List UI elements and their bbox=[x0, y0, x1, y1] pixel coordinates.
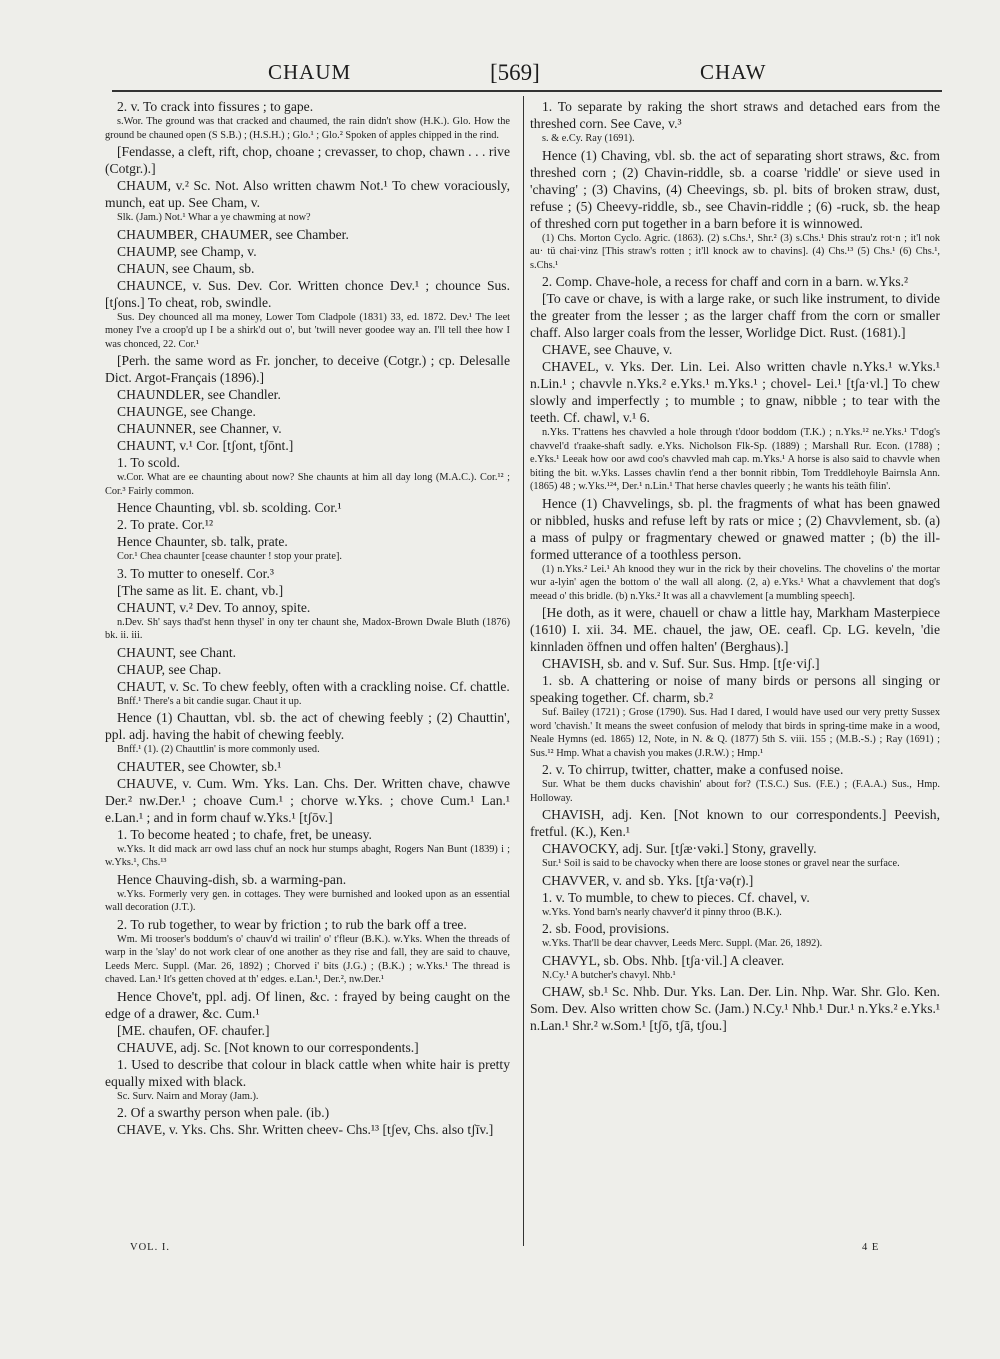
entry-paragraph: CHAVEL, v. Yks. Der. Lin. Lei. Also written chavle n.Yks.¹ w.Yks.¹ n.Lin.¹ ; chavvle n.Yks.² e.Yks.¹ m.Yks.¹ ; chovel- Lei.¹ [tʃa·vl.] To chew slowly and imperfectly ; to mumble ; to gnaw, nibble ; to tear with the teeth. Cf. chawl, v.¹ 6. bbox=[530, 359, 940, 425]
entry-paragraph: Hence Chaunting, vbl. sb. scolding. Cor.¹ bbox=[117, 500, 342, 515]
entry-paragraph: CHAUM, v.² Sc. Not. Also written chawm Not.¹ To chew voraciously, munch, eat up. See Cham, v. bbox=[105, 178, 510, 210]
citation-paragraph: w.Yks. It did mack arr owd lass chuf an nock hur stumps abaght, Rogers Nan Bunt (1839) i ; w.Yks.¹, Chs.¹³ bbox=[105, 843, 510, 868]
citation-paragraph: s. & e.Cy. Ray (1691). bbox=[542, 133, 635, 144]
left-column bbox=[105, 98, 510, 1138]
entry-paragraph: CHAW, sb.¹ Sc. Nhb. Dur. Yks. Lan. Der. Lin. Nhp. War. Shr. Glo. Ken. Som. Dev. Also written chow Sc. (Jam.) N.Cy.¹ Nhb.¹ Dur.¹ n.Yks.² e.Yks.¹ n.Lan.¹ Shr.² w.Som.¹ [tʃō, tʃā, tʃou.] bbox=[530, 984, 940, 1033]
entry-paragraph: CHAVOCKY, adj. Sur. [tʃæ·vəki.] Stony, gravelly. bbox=[542, 841, 817, 856]
entry-paragraph: 2. v. To chirrup, twitter, chatter, make a confused noise. bbox=[542, 762, 844, 777]
volume-label: VOL. I. bbox=[130, 1242, 170, 1253]
entry-paragraph: Hence Chauving-dish, sb. a warming-pan. bbox=[117, 871, 347, 887]
header-rule bbox=[112, 90, 942, 92]
citation-paragraph: N.Cy.¹ A butcher's chavyl. Nhb.¹ bbox=[542, 969, 676, 981]
citation-paragraph: Sc. Surv. Nairn and Moray (Jam.). bbox=[117, 1090, 259, 1102]
entry-paragraph: [He doth, as it were, chauell or chaw a little hay, Markham Masterpiece (1610) I. xii. 34. ME. chauel, the jaw, OE. ceafl. Cp. LG. keveln, 'die kinnladen öffnen und offen halten' (Berghaus).] bbox=[530, 605, 940, 654]
citation-paragraph: Sur. What be them ducks chavishin' about for? (T.S.C.) Sus. (F.E.) ; (F.A.A.) Sus., Hmp. Holloway. bbox=[530, 779, 940, 804]
citation-paragraph: Wm. Mi trooser's boddum's o' chauv'd wi trailin' o' t'fleur (B.K.). w.Yks. When the threads of warp in the 'slay' do not work clear of one another as they rise and fall, they are said to chauve, Leeds Merc. Suppl. (Mar. 26, 1892) ; Chorved i' bits (J.G.) ; (B.K.) ; w.Yks.¹ The thread is chaved. Lan.¹ It's getten choved at th' edges. e.Lan.¹, Der.², nw.Der.¹ bbox=[105, 933, 510, 985]
citation-paragraph: (1) n.Yks.² Lei.¹ Ah knood they wur in the rick by their chovelins. The chovelins o' the mortar wur a-lyin' agen the bottom o' the wall all along. (2, a) e.Yks.¹ What a chavvlement that dog's meead o' this bridle. (b) n.Yks.² It was all a chavvlement [a mumbling speech]. bbox=[530, 563, 940, 602]
entry-paragraph: 2. Comp. Chave-hole, a recess for chaff and corn in a barn. w.Yks.² bbox=[542, 274, 909, 289]
entry-paragraph: 1. Used to describe that colour in black cattle when white hair is pretty equally mixed with black. bbox=[105, 1056, 510, 1089]
entry-paragraph: CHAUNGE, see Change. bbox=[117, 404, 256, 419]
citation-paragraph: n.Dev. Sh' says thad'st henn thysel' in ony ter chaunt she, Madox-Brown Dwale Bluth (1876) bk. ii. iii. bbox=[105, 616, 510, 641]
column-divider bbox=[523, 96, 524, 1246]
entry-paragraph: CHAUVE, adj. Sc. [Not known to our correspondents.] bbox=[117, 1039, 419, 1055]
entry-paragraph: [ME. chaufen, OF. chaufer.] bbox=[117, 1022, 270, 1038]
entry-paragraph: 1. sb. A chattering or noise of many birds or persons all singing or speaking together. Cf. charm, sb.² bbox=[530, 673, 940, 705]
entry-paragraph: [Fendasse, a cleft, rift, chop, choane ; crevasser, to chop, chawn . . . rive (Cotgr.).] bbox=[105, 144, 510, 176]
entry-paragraph: CHAUNNER, see Channer, v. bbox=[117, 421, 282, 436]
citation-paragraph: s.Wor. The ground was that cracked and chaumed, the rain didn't show (H.K.). Glo. How the ground be chauned open (S S.B.) ; (H.S.H.) ; Glo.¹ ; Glo.² Spoken of apples chipped in the rind. bbox=[105, 116, 510, 141]
citation-paragraph: w.Yks. Formerly very gen. in cottages. They were burnished and looked upon as an essential wall decoration (J.T.). bbox=[105, 888, 510, 913]
entry-paragraph: [Perh. the same word as Fr. joncher, to deceive (Cotgr.) ; cp. Delesalle Dict. Argot-Français (1896).] bbox=[105, 353, 510, 385]
entry-paragraph: [To cave or chave, is with a large rake, or such like instrument, to divide the greater from the lesser ; as the larger chaff from the corn or smaller chaff. Also larger coals from the lesser, Worlidge Dict. Rust. (1681).] bbox=[530, 291, 940, 340]
citation-paragraph: Suf. Bailey (1721) ; Grose (1790). Sus. Had I dared, I would have used our very pretty Sussex word 'chavish.' It means the sweet confusion of melody that birds in spring-time make in a wood, Neale Hymns (ed. 1865) 12, Note, in N. & Q. (1877) 5th S. viii. 155 ; (M.B.-S.) ; Ray (1691) ; Sus.¹² Hmp. What a chavish you makes (J.R.W.) ; Hmp.¹ bbox=[530, 707, 940, 759]
right-column bbox=[530, 98, 940, 1034]
entry-paragraph: CHAVE, v. Yks. Chs. Shr. Written cheev- Chs.¹³ [tʃev, Chs. also tʃīv.] bbox=[117, 1122, 494, 1137]
citation-paragraph: (1) Chs. Morton Cyclo. Agric. (1863). (2) s.Chs.¹, Shr.² (3) s.Chs.¹ Dhis strau'z rot·n ; it'l nok au· tü chai·vinz [This straw's rotten ; it'll knock aw to chavins]. (4) Chs.¹³ (5) Chs.¹ (6) Chs.¹, s.Chs.¹ bbox=[530, 232, 940, 271]
citation-paragraph: Bnff.¹ There's a bit candie sugar. Chaut it up. bbox=[117, 695, 302, 707]
citation-paragraph: Bnff.¹ (1). (2) Chauttlin' is more commonly used. bbox=[117, 744, 320, 755]
entry-paragraph: CHAUP, see Chap. bbox=[117, 661, 222, 677]
entry-paragraph: CHAVISH, sb. and v. Suf. Sur. Sus. Hmp. [tʃe·viʃ.] bbox=[542, 656, 820, 671]
entry-paragraph: CHAUVE, v. Cum. Wm. Yks. Lan. Chs. Der. Written chave, chawve Der.² nw.Der.¹ ; choave Cum.¹ ; chorve w.Yks. ; chove Cum.¹ Lan.¹ e.Lan.¹ ; and in form chauf w.Yks.¹ [tʃōv.] bbox=[105, 775, 510, 825]
entry-paragraph: CHAUNDLER, see Chandler. bbox=[117, 387, 281, 402]
entry-paragraph: 1. To separate by raking the short straws and detached ears from the threshed corn. See Cave, v.³ bbox=[530, 99, 940, 131]
entry-paragraph: CHAVE, see Chauve, v. bbox=[542, 342, 673, 357]
citation-paragraph: w.Yks. Yond barn's nearly chavver'd it pinny throo (B.K.). bbox=[542, 906, 782, 918]
entry-paragraph: CHAUNT, v.² Dev. To annoy, spite. bbox=[117, 599, 311, 615]
entry-paragraph: CHAVVER, v. and sb. Yks. [tʃa·və(r).] bbox=[542, 872, 754, 888]
entry-paragraph: Hence (1) Chavvelings, sb. pl. the fragments of what has been gnawed or nibbled, husks and refuse left by rats or mice ; (2) Chavvlement, sb. (a) a mass of pulpy or fragmentary chewed or gnawed matter ; (b) the ill-formed utterance of a toothless person. bbox=[530, 495, 940, 562]
citation-paragraph: Sur.¹ Soil is said to be chavocky when there are loose stones or gravel near the surface. bbox=[542, 858, 900, 869]
entry-paragraph: CHAUNCE, v. Sus. Dev. Cor. Written chonce Dev.¹ ; chounce Sus. [tʃons.] To cheat, rob, swindle. bbox=[105, 277, 510, 310]
entry-paragraph: 2. To prate. Cor.¹² bbox=[117, 517, 214, 532]
entry-paragraph: Hence Chaunter, sb. talk, prate. bbox=[117, 534, 288, 549]
entry-paragraph: 1. v. To mumble, to chew to pieces. Cf. chavel, v. bbox=[542, 889, 810, 905]
entry-paragraph: CHAUMP, see Champ, v. bbox=[117, 243, 257, 259]
entry-paragraph: Hence (1) Chauttan, vbl. sb. the act of chewing feebly ; (2) Chauttin', ppl. adj. having the habit of chewing feebly. bbox=[105, 710, 510, 742]
entry-paragraph: 2. Of a swarthy person when pale. (ib.) bbox=[117, 1105, 330, 1120]
entry-paragraph: 2. sb. Food, provisions. bbox=[542, 921, 670, 936]
entry-paragraph: CHAVISH, adj. Ken. [Not known to our correspondents.] Peevish, fretful. (K.), Ken.¹ bbox=[530, 807, 940, 839]
citation-paragraph: Sus. Dey chounced all ma money, Lower Tom Cladpole (1831) 33, ed. 1872. Dev.¹ The leet money I've a croop'd up I be a shirk'd out o', but 'twill never goodee way an. I'll tell thee how I was chonced, 22. Cor.¹ bbox=[105, 311, 510, 350]
entry-paragraph: CHAVYL, sb. Obs. Nhb. [tʃa·vil.] A cleaver. bbox=[542, 952, 785, 968]
entry-paragraph: CHAUNT, v.¹ Cor. [tʃont, tʃōnt.] bbox=[117, 438, 294, 453]
entry-paragraph: Hence Chove't, ppl. adj. Of linen, &c. : frayed by being caught on the edge of a drawer, &c. Cum.¹ bbox=[105, 988, 510, 1021]
header-left-headword: CHAUM bbox=[268, 60, 352, 84]
citation-paragraph: w.Yks. That'll be dear chavver, Leeds Merc. Suppl. (Mar. 26, 1892). bbox=[542, 938, 823, 949]
entry-paragraph: CHAUTER, see Chowter, sb.¹ bbox=[117, 758, 282, 774]
page-number: [569] bbox=[490, 60, 540, 85]
entry-paragraph: Hence (1) Chaving, vbl. sb. the act of separating short straws, &c. from threshed corn ; (2) Chavin-riddle, sb. a coarse 'riddle' or sieve used in 'chaving' ; (3) Chavins, (4) Cheevings, sb. pl. bits of broken straw, dust, refuse ; (5) Cheevy-riddle, sb., see Chavin-riddle ; (6) -ruck, sb. the heap of threshed corn put together in a barn before it is winnowed. bbox=[530, 147, 940, 231]
entry-paragraph: CHAUT, v. Sc. To chew feebly, often with a crackling noise. Cf. chattle. bbox=[117, 678, 510, 694]
entry-paragraph: 1. To scold. bbox=[117, 455, 180, 470]
citation-paragraph: w.Cor. What are ee chaunting about now? She chaunts at him all day long (M.A.C.). Cor.¹² ; Cor.³ Fairly common. bbox=[105, 472, 510, 497]
entry-paragraph: CHAUN, see Chaum, sb. bbox=[117, 260, 255, 276]
entry-paragraph: 2. v. To crack into fissures ; to gape. bbox=[117, 99, 314, 114]
entry-paragraph: 2. To rub together, to wear by friction ; to rub the bark off a tree. bbox=[117, 916, 467, 932]
entry-paragraph: 3. To mutter to oneself. Cor.³ bbox=[117, 565, 274, 581]
entry-paragraph: [The same as lit. E. chant, vb.] bbox=[117, 582, 284, 598]
header-right-headword: CHAW bbox=[700, 60, 767, 84]
citation-paragraph: Cor.¹ Chea chaunter [cease chaunter ! stop your prate]. bbox=[117, 551, 342, 562]
signature-mark: 4 E bbox=[862, 1242, 880, 1253]
citation-paragraph: n.Yks. T'rattens hes chavvled a hole through t'door boddom (T.K.) ; n.Yks.¹² ne.Yks.¹ T'dog's chavvel'd t'raake-shaft sadly. e.Yks. Nicholson Flk-Sp. (1889) ; Marshall Rur. Econ. (1788) ; e.Yks.¹ Leeak how oor awd coo's chavvled mah cap. m.Yks.¹ A horse is also said to chavvle when biting the bit. w.Yks. Lasses chavlin t'end a ther bonnit ribbin, Tom Treddlehoyle Bairnsla Ann. (1865) 48 ; w.Yks.¹²⁴, Der.¹ n.Lin.¹ That herse chavles queerly ; he wants his teäth filin'. bbox=[530, 427, 940, 492]
entry-paragraph: 1. To become heated ; to chafe, fret, be uneasy. bbox=[117, 826, 372, 842]
entry-paragraph: CHAUNT, see Chant. bbox=[117, 644, 237, 660]
citation-paragraph: Slk. (Jam.) Not.¹ Whar a ye chawming at now? bbox=[117, 212, 311, 223]
entry-paragraph: CHAUMBER, CHAUMER, see Chamber. bbox=[117, 226, 349, 242]
